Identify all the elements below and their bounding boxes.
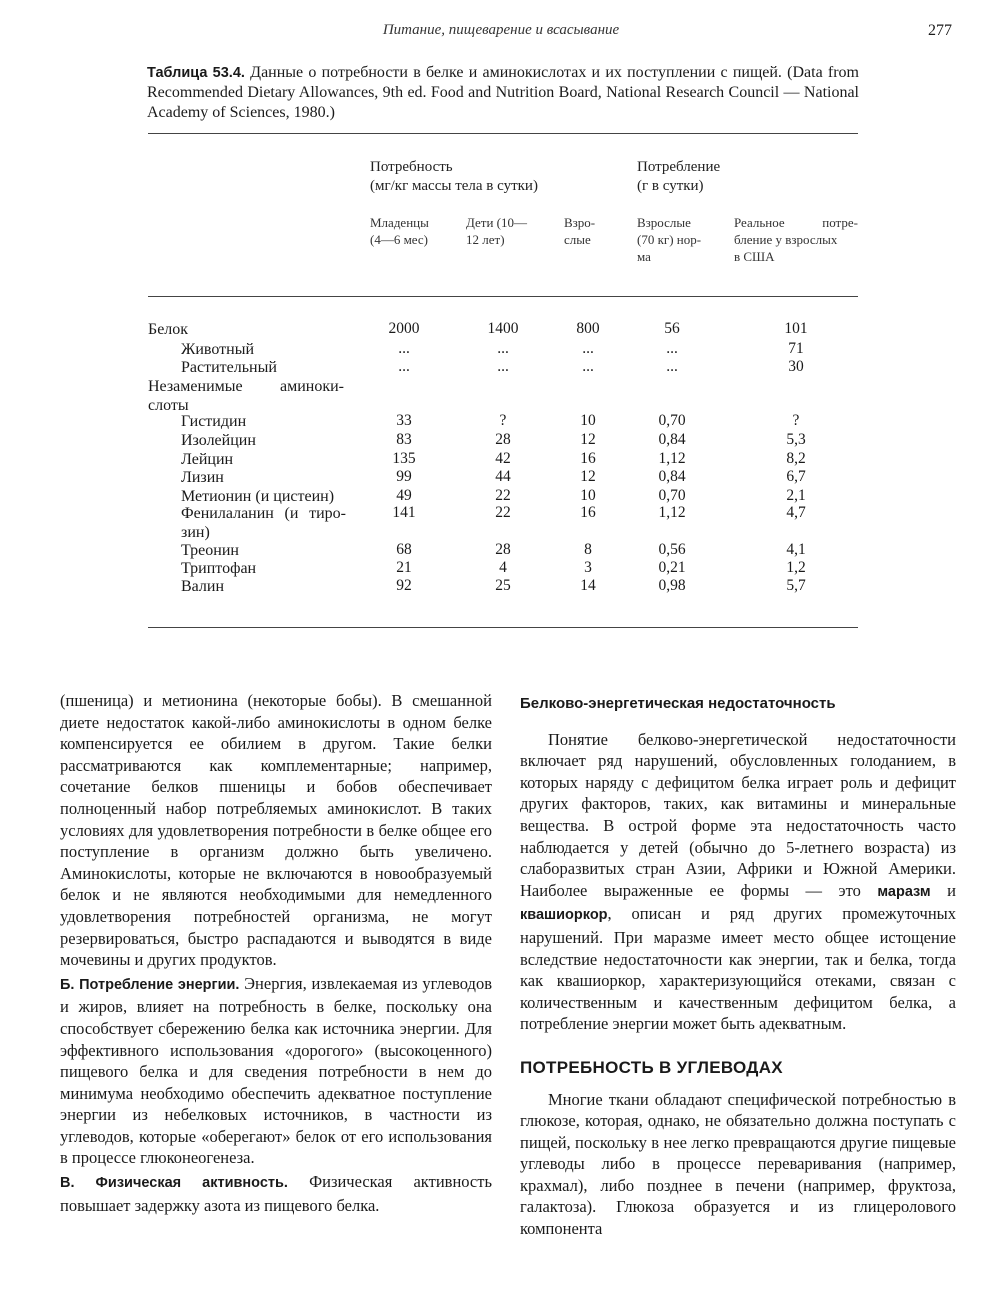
table-cell: 1,2 (786, 559, 806, 576)
subheader-children-line1: Дети (10— (466, 215, 528, 230)
table-row-label-line1: Фенилаланин (и тиро- (181, 505, 346, 522)
table-row-label (181, 340, 254, 359)
physical-activity-text: Физическая активность повышает задержку азота из пищевого белка. (60, 1172, 492, 1215)
table-cell: ... (666, 340, 678, 357)
subheader-adult-norm-line2: (70 кг) нор- (637, 232, 702, 247)
table-row-label (181, 412, 246, 431)
table-row-label (148, 377, 344, 415)
table-cell: ... (398, 340, 410, 357)
table-row-label-line1: Валин (181, 578, 225, 595)
table-cell: ... (398, 358, 410, 375)
subheader-real-intake-line3: в США (734, 249, 775, 264)
table-cell: 12 (580, 468, 596, 485)
subheader-real-intake-line2: бление у взрослых (734, 232, 838, 247)
table-row-label-line1: Лейцин (181, 451, 234, 468)
subheader-adults-line2: слые (564, 232, 591, 247)
table-row-label (181, 431, 256, 450)
table-cell: 800 (576, 320, 600, 337)
right-paragraph-1-part-a: Понятие белково-энергетической недостаточности включает ряд нарушений, обусловленных голоданием, в которых наряду с дефицитом белка играет роль и дефицит других факторов, таких, как витамины и минеральные вещества. В острой форме эта недостаточность часто наблюдается у детей (обычно до 5-летнего возраста) из слаборазвитых стран Азии, Африки и Южной Америки. Наиболее выраженные ее формы — это (520, 729, 956, 900)
table-row-label-line2: зин) (181, 524, 210, 541)
table-cell: 22 (495, 487, 511, 504)
right-paragraph-1-part-c: , описан и ряд других промежуточных нарушений. При маразме имеет место общее истощение вследствие недостаточности как энергии, так и белка, тогда как квашиоркор, характеризующийся отеками, связан с количественным и качественным дефицитом белка, а потребление энергии может быть адекватным. (520, 904, 956, 1034)
right-column (520, 693, 956, 1240)
table-row-label-line1: Триптофан (181, 560, 257, 577)
table-cell: 4,7 (786, 504, 806, 521)
physical-activity-heading: В. Физическая активность. (60, 1175, 288, 1192)
subheader-adult-norm-line1: Взрослые (637, 215, 691, 230)
table-cell: 0,98 (658, 577, 686, 594)
table-cell: 14 (580, 577, 596, 594)
term-kwashiorkor: квашиоркор (520, 907, 608, 924)
table-row-label-line1: Белок (148, 321, 189, 338)
table-row-label (148, 320, 188, 339)
right-paragraph-1 (520, 729, 956, 1035)
table-row-label-line1: Изолейцин (181, 432, 256, 449)
subheader-adult-norm (637, 214, 701, 265)
table-row-label (181, 504, 346, 542)
table-cell: ? (792, 412, 800, 429)
table-cell: 28 (495, 541, 511, 558)
group-header-need-line2: (мг/кг массы тела в сутки) (370, 178, 538, 194)
left-column (60, 690, 492, 1216)
right-paragraph-1-part-b: и (930, 880, 956, 900)
table-cell: ... (497, 358, 509, 375)
table-caption (147, 63, 859, 123)
table-cell: ... (582, 340, 594, 357)
table-cell: 42 (495, 450, 511, 467)
group-header-need (370, 158, 538, 196)
table-cell: 56 (664, 320, 680, 337)
table-caption-text: Данные о потребности в белке и аминокислотах и их поступлении с пищей. (Data from Recommended Dietary Allowances, 9th ed. Food and Nutrition Board, National Research Council — National Academy of Sciences, 1980.) (147, 64, 859, 121)
left-paragraph-3 (60, 1171, 492, 1216)
table-row-label (181, 468, 224, 487)
table-cell: 1,12 (658, 504, 686, 521)
table-cell: 5,7 (786, 577, 806, 594)
table-cell: 10 (580, 487, 596, 504)
table-cell: 0,84 (658, 431, 686, 448)
right-paragraph-2: Многие ткани обладают специфической потребностью в глюкозе, которая, однако, не обязательно должна поступать с пищей, поскольку в нее легко превращаются другие пищевые углеводы либо в процессе переваривания (например, крахмал), либо позднее в печени (например, фруктоза, галактоза). Глюкоза образуется и из глицеролового компонента (520, 1089, 956, 1239)
table-cell: 6,7 (786, 468, 806, 485)
table-cell: 0,84 (658, 468, 686, 485)
table-row-label-line1: Лизин (181, 469, 224, 486)
table-cell: 28 (495, 431, 511, 448)
table-caption-label: Таблица 53.4. (147, 65, 245, 81)
table-row-label (181, 450, 233, 469)
group-header-intake-line1: Потребление (637, 159, 721, 175)
table-header-rule (148, 296, 858, 297)
table-row-label (181, 541, 239, 560)
table-cell: 8 (584, 541, 592, 558)
table-row-label-line1: Метионин (и цистеин) (181, 488, 335, 505)
table-cell: 4 (499, 559, 507, 576)
table-top-rule (148, 133, 858, 134)
table-cell: 71 (788, 340, 804, 357)
table-cell: 0,56 (658, 541, 686, 558)
table-cell: 22 (495, 504, 511, 521)
term-marasmus: маразм (877, 883, 931, 900)
table-cell: 135 (392, 450, 416, 467)
left-paragraph-2 (60, 973, 492, 1169)
group-header-intake (637, 158, 720, 196)
table-cell: 44 (495, 468, 511, 485)
table-row-label-line1: Незаменимые аминоки- (148, 378, 344, 395)
table-row-label (181, 559, 256, 578)
table-cell: ... (666, 358, 678, 375)
table-row-label-line1: Растительный (181, 359, 277, 376)
subheader-adults-line1: Взро- (564, 215, 596, 230)
section-title-protein-energy: Белково-энергетическая недостаточность (520, 695, 836, 712)
subheader-children (466, 214, 527, 248)
left-paragraph-1: (пшеница) и метионина (некоторые бобы). В смешанной диете недостаток какой-либо аминокислоты в одном белке компенсируется ее обилием в другом. Такие белки рассматриваются как комплементарные; например, сочетание белков пшеницы и бобов обеспечивает полноценный набор потребляемых аминокислот. В таких условиях для удовлетворения потребности в белке общее его поступление в организм должно быть увеличено. Аминокислоты, которые не включаются в новообразуемый белок и не являются необходимыми для немедленного удовлетворения потребностей организма, не могут резервироваться, быстро распадаются и выводятся в виде мочевины и других продуктов. (60, 691, 492, 970)
subheader-adults (564, 214, 595, 248)
subheader-infants (370, 214, 429, 248)
table-cell: 141 (392, 504, 416, 521)
table-cell: 68 (396, 541, 412, 558)
table-cell: ... (497, 340, 509, 357)
subheader-adult-norm-line3: ма (637, 249, 651, 264)
table-cell: 1400 (487, 320, 519, 337)
table-cell: 92 (396, 577, 412, 594)
table-row-label-line2: слоты (148, 397, 189, 414)
chapter-title-carbohydrates: ПОТРЕБНОСТЬ В УГЛЕВОДАХ (520, 1057, 783, 1077)
table-cell: 0,70 (658, 487, 686, 504)
table-row-label-line1: Животный (181, 341, 254, 358)
table-cell: 0,70 (658, 412, 686, 429)
table-row-label (181, 577, 224, 596)
table-cell: ... (582, 358, 594, 375)
table-cell: 10 (580, 412, 596, 429)
table-cell: 2000 (388, 320, 420, 337)
table-cell: 16 (580, 450, 596, 467)
group-header-need-line1: Потребность (370, 159, 453, 175)
table-cell: 5,3 (786, 431, 806, 448)
table-cell: 12 (580, 431, 596, 448)
table-cell: 33 (396, 412, 412, 429)
table-bottom-rule (148, 627, 858, 628)
table-cell: 83 (396, 431, 412, 448)
table-cell: 21 (396, 559, 412, 576)
group-header-intake-line2: (г в сутки) (637, 178, 704, 194)
table-row-label-line1: Гистидин (181, 413, 247, 430)
table-cell: 0,21 (658, 559, 686, 576)
table-cell: ? (499, 412, 507, 429)
energy-intake-text: Энергия, извлекаемая из углеводов и жиров, влияет на потребность в белке, поскольку она способствует сбережению белка как источника энергии. Для эффективного использования «дорогого» (высокоценного) пищевого белка и для сведения потребности в нем до минимума необходимо обеспечить адекватное поступление энергии из небелковых источников, в частности из углеводов, которые «оберегают» белок от его использования в процессе глюконеогенеза. (60, 973, 492, 1168)
table-cell: 8,2 (786, 450, 806, 467)
table-cell: 2,1 (786, 487, 806, 504)
table-cell: 30 (788, 358, 804, 375)
subheader-infants-line1: Младенцы (370, 215, 429, 230)
table-cell: 99 (396, 468, 412, 485)
energy-intake-heading: Б. Потребление энергии. (60, 976, 240, 993)
table-cell: 25 (495, 577, 511, 594)
table-cell: 3 (584, 559, 592, 576)
table-row-label (181, 358, 277, 377)
table-cell: 101 (784, 320, 808, 337)
running-header: Питание, пищеварение и всасывание (382, 22, 620, 38)
table-row-label-line1: Треонин (181, 542, 239, 559)
subheader-real-intake (734, 214, 858, 265)
table-cell: 49 (396, 487, 412, 504)
page-number: 277 (928, 22, 952, 39)
subheader-infants-line2: (4—6 мес) (370, 232, 428, 247)
subheader-children-line2: 12 лет) (466, 232, 505, 247)
subheader-real-intake-line1: Реальное потре- (734, 215, 858, 230)
table-cell: 4,1 (786, 541, 806, 558)
table-cell: 1,12 (658, 450, 686, 467)
table-cell: 16 (580, 504, 596, 521)
